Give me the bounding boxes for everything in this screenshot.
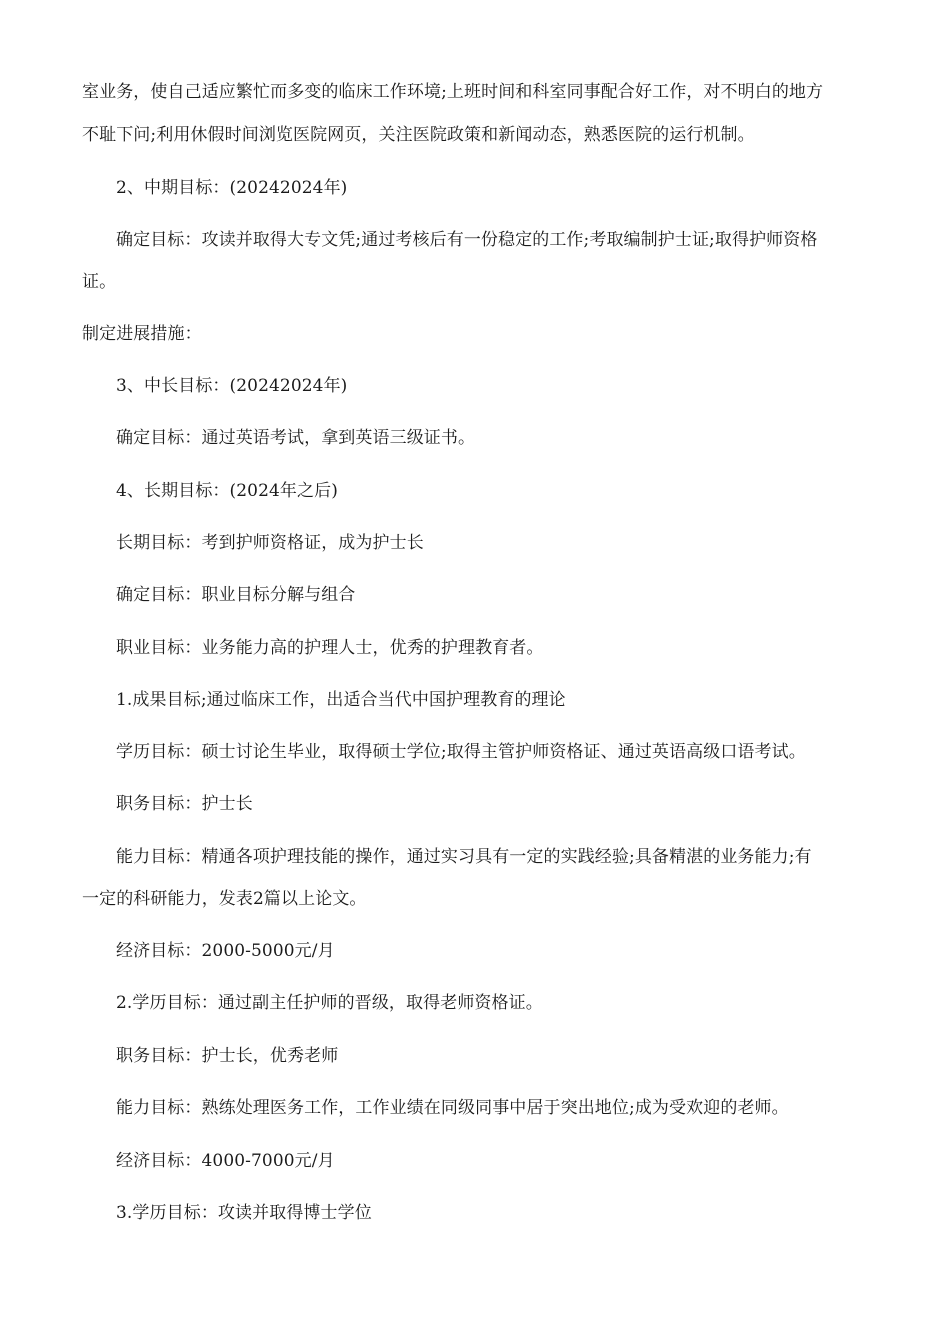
paragraph-line: 制定进展措施： (82, 324, 202, 344)
paragraph-line: 职业目标：业务能力高的护理人士，优秀的护理教育者。 (116, 638, 544, 658)
paragraph-line: 室业务，使自己适应繁忙而多变的临床工作环境;上班时间和科室同事配合好工作，对不明白的地方 (82, 82, 824, 102)
section-heading: 4、长期目标：(2024年之后) (116, 481, 338, 501)
paragraph-line: 职务目标：护士长，优秀老师 (116, 1046, 339, 1066)
paragraph-line: 2.学历目标：通过副主任护师的晋级，取得老师资格证。 (116, 993, 543, 1013)
paragraph-line: 不耻下问;利用休假时间浏览医院网页，关注医院政策和新闻动态，熟悉医院的运行机制。 (82, 125, 755, 145)
paragraph-line: 确定目标：通过英语考试，拿到英语三级证书。 (116, 428, 476, 448)
section-heading: 2、中期目标：(20242024年) (116, 178, 348, 198)
paragraph-line: 能力目标：熟练处理医务工作，工作业绩在同级同事中居于突出地位;成为受欢迎的老师。 (116, 1098, 789, 1118)
paragraph-line: 学历目标：硕士讨论生毕业，取得硕士学位;取得主管护师资格证、通过英语高级口语考试。 (116, 742, 806, 762)
paragraph-line: 能力目标：精通各项护理技能的操作，通过实习具有一定的实践经验;具备精湛的业务能力;有 (116, 847, 812, 867)
paragraph-line: 确定目标：职业目标分解与组合 (116, 585, 356, 605)
paragraph-line: 确定目标：攻读并取得大专文凭;通过考核后有一份稳定的工作;考取编制护士证;取得护师资格 (116, 230, 818, 250)
paragraph-line: 一定的科研能力，发表2篇以上论文。 (82, 889, 367, 909)
paragraph-line: 3.学历目标：攻读并取得博士学位 (116, 1203, 372, 1223)
paragraph-line: 长期目标：考到护师资格证，成为护士长 (116, 533, 424, 553)
paragraph-line: 经济目标：2000-5000元/月 (116, 941, 335, 961)
paragraph-line: 职务目标：护士长 (116, 794, 253, 814)
paragraph-line: 证。 (82, 272, 117, 292)
section-heading: 3、中长目标：(20242024年) (116, 376, 348, 396)
paragraph-line: 经济目标：4000-7000元/月 (116, 1151, 335, 1171)
paragraph-line: 1.成果目标;通过临床工作，出适合当代中国护理教育的理论 (116, 690, 566, 710)
